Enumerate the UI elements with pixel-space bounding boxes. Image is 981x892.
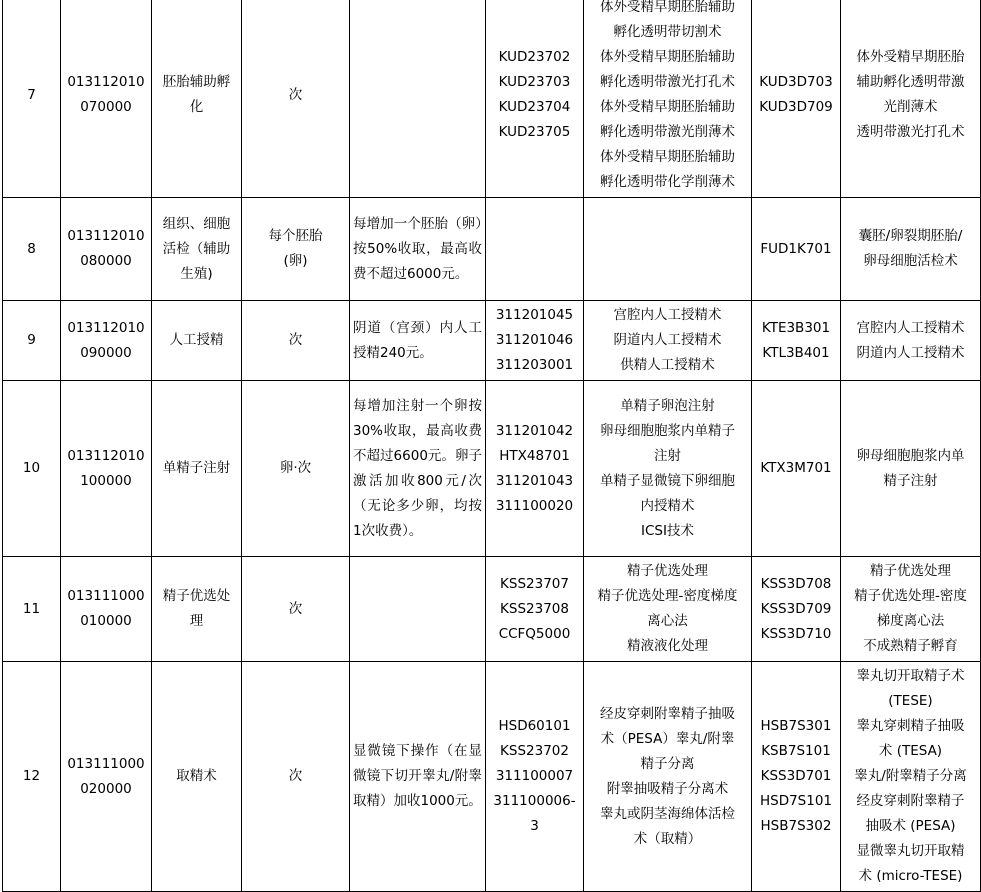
pricing-unit-cell bbox=[242, 0, 350, 198]
item-code-line: 070000 bbox=[80, 99, 132, 115]
pricing-unit-cell bbox=[242, 381, 350, 557]
item-name-cell bbox=[152, 557, 242, 662]
new-code-cell bbox=[752, 0, 841, 198]
item-name-line: 化 bbox=[189, 99, 204, 115]
pricing-unit-text: 次 bbox=[288, 600, 303, 617]
new-name-cell bbox=[841, 557, 981, 662]
pricing-note-cell bbox=[350, 381, 486, 557]
old-name-line: 单精子显微镜下卵细胞 bbox=[600, 472, 735, 489]
new-name-line: 睾丸切开取精子术 bbox=[856, 668, 965, 684]
new-code-line: FUD1K701 bbox=[760, 240, 832, 257]
pricing-unit-text: 次 bbox=[288, 86, 303, 103]
item-code-line: 020000 bbox=[80, 780, 132, 797]
old-name-cell bbox=[584, 557, 752, 662]
pricing-unit-text: 次 bbox=[288, 332, 303, 348]
new-code-cell bbox=[752, 557, 841, 662]
new-name-line: 阴道内人工授精术 bbox=[856, 344, 965, 361]
old-name-cell bbox=[584, 662, 752, 892]
old-name-line: ICSI技术 bbox=[641, 522, 694, 539]
item-name-cell bbox=[152, 662, 242, 892]
new-name-cell bbox=[841, 198, 981, 301]
old-name-line: 精液液化处理 bbox=[627, 638, 708, 654]
pricing-note-text: 每增加一个胚胎（卵）按50%收取，最高收费不超过6000元。 bbox=[353, 215, 482, 282]
item-code-cell bbox=[61, 381, 152, 557]
old-code-line: 311100007 bbox=[495, 768, 574, 784]
old-code-line: 311201045 bbox=[495, 307, 574, 323]
item-code-cell bbox=[61, 662, 152, 892]
item-code-cell bbox=[61, 557, 152, 662]
item-code-line: 013111000 bbox=[67, 755, 145, 772]
pricing-unit-text: 次 bbox=[288, 768, 303, 784]
old-name-line: 孵化透明带切割术 bbox=[613, 24, 722, 40]
item-name-cell bbox=[152, 0, 242, 198]
pricing-note-cell bbox=[350, 301, 486, 381]
new-name-line: 术 (TESA) bbox=[878, 743, 943, 759]
pricing-note-cell bbox=[350, 557, 486, 662]
old-name-line: 经皮穿刺附睾精子抽吸 bbox=[600, 705, 735, 722]
table-row bbox=[3, 0, 981, 198]
item-code-line: 080000 bbox=[80, 253, 132, 269]
new-name-cell bbox=[841, 301, 981, 381]
new-code-line: HSB7S301 bbox=[760, 718, 832, 734]
old-code-line: HSD60101 bbox=[498, 718, 571, 734]
item-code-line: 010000 bbox=[80, 613, 132, 629]
new-name-line: 体外受精早期胚胎 bbox=[856, 49, 965, 65]
old-name-line: 精子分离 bbox=[640, 755, 695, 772]
item-name-line: 取精术 bbox=[176, 768, 217, 784]
new-name-line: 精子优选处理 bbox=[870, 563, 951, 579]
new-code-line: KSS3D709 bbox=[760, 600, 832, 617]
old-name-line: 孵化透明带激光削薄术 bbox=[600, 124, 735, 140]
item-code-cell bbox=[61, 0, 152, 198]
old-code-cell bbox=[486, 381, 584, 557]
new-code-line: KTX3M701 bbox=[760, 460, 832, 476]
new-name-line: 卵母细胞活检术 bbox=[863, 253, 958, 269]
old-name-line: 精子优选处理-密度梯度 bbox=[597, 588, 738, 604]
pricing-note-cell bbox=[350, 662, 486, 892]
old-name-line: 附睾抽吸精子分离术 bbox=[606, 780, 729, 797]
old-code-line: HTX48701 bbox=[499, 447, 570, 464]
old-name-line: 卵母细胞胞浆内单精子 bbox=[600, 422, 735, 439]
old-name-cell bbox=[584, 301, 752, 381]
old-name-cell bbox=[584, 0, 752, 198]
new-name-line: (TESE) bbox=[888, 693, 933, 709]
old-code-line: KUD23704 bbox=[498, 99, 571, 115]
new-name-line: 梯度离心法 bbox=[876, 613, 945, 629]
item-code-line: 013112010 bbox=[67, 74, 145, 90]
old-name-line: 体外受精早期胚胎辅助 bbox=[600, 49, 735, 65]
item-code-line: 100000 bbox=[80, 472, 132, 489]
old-code-line: 311203001 bbox=[495, 357, 574, 373]
new-name-line: 囊胚/卵裂期胚胎/ bbox=[858, 228, 963, 244]
table-row bbox=[3, 557, 981, 662]
item-code-line: 013112010 bbox=[67, 319, 145, 336]
old-name-line: 术（取精） bbox=[633, 830, 702, 847]
new-name-cell bbox=[841, 0, 981, 198]
item-name-cell bbox=[152, 301, 242, 381]
new-name-line: 抽吸术 (PESA) bbox=[865, 818, 956, 834]
pricing-note-text: 每增加注射一个卵按30%收取，最高收费不超过6600元。卵子激活加收800元/次（无论多少卵，均按1次收费）。 bbox=[353, 397, 482, 539]
item-name-line: 生殖) bbox=[180, 265, 213, 282]
new-code-line: KTE3B301 bbox=[761, 319, 831, 336]
old-name-line: 体外受精早期胚胎辅助 bbox=[600, 0, 735, 15]
old-name-line: 精子优选处理 bbox=[627, 563, 708, 579]
old-name-line: 体外受精早期胚胎辅助 bbox=[600, 149, 735, 165]
old-code-line: KSS23702 bbox=[500, 743, 569, 759]
row-number-text: 12 bbox=[22, 768, 41, 784]
old-code-line: 311201042 bbox=[495, 422, 574, 439]
table-row bbox=[3, 301, 981, 381]
pricing-unit-line: 每个胚胎 bbox=[268, 228, 323, 244]
row-number-text: 11 bbox=[22, 600, 41, 617]
row-number-text: 8 bbox=[27, 240, 36, 257]
item-code-line: 013112010 bbox=[67, 447, 145, 464]
new-code-cell bbox=[752, 381, 841, 557]
old-code-line: KUD23703 bbox=[498, 74, 571, 90]
new-code-cell bbox=[752, 198, 841, 301]
old-code-line: 3 bbox=[530, 818, 539, 834]
item-name-line: 理 bbox=[189, 613, 204, 629]
new-code-cell bbox=[752, 301, 841, 381]
new-code-line: KUD3D709 bbox=[759, 99, 833, 115]
old-name-line: 内授精术 bbox=[640, 497, 695, 514]
item-name-line: 组织、细胞 bbox=[162, 215, 231, 232]
new-name-line: 宫腔内人工授精术 bbox=[856, 319, 965, 336]
new-name-line: 睾丸/附睾精子分离 bbox=[854, 768, 967, 784]
row-number-cell bbox=[3, 381, 61, 557]
pricing-unit-cell bbox=[242, 198, 350, 301]
pricing-unit-text: 卵·次 bbox=[279, 460, 312, 476]
item-name-line: 胚胎辅助孵 bbox=[162, 74, 231, 90]
item-name-cell bbox=[152, 381, 242, 557]
item-code-line: 013112010 bbox=[67, 228, 145, 244]
old-name-line: 宫腔内人工授精术 bbox=[613, 307, 722, 323]
old-name-line: 孵化透明带激光打孔术 bbox=[600, 74, 735, 90]
old-code-line: 311100006- bbox=[493, 793, 576, 809]
item-name-line: 活检（辅助 bbox=[162, 240, 231, 257]
table-row bbox=[3, 662, 981, 892]
old-name-line: 术（PESA）睾丸/附睾 bbox=[600, 730, 735, 747]
pricing-note-text: 阴道（宫颈）内人工授精240元。 bbox=[353, 319, 482, 361]
old-name-cell bbox=[584, 381, 752, 557]
old-name-line: 孵化透明带化学削薄术 bbox=[600, 174, 735, 190]
new-code-line: KUD3D703 bbox=[759, 74, 833, 90]
new-code-line: KTL3B401 bbox=[762, 344, 830, 361]
old-code-cell bbox=[486, 198, 584, 301]
table-row bbox=[3, 381, 981, 557]
old-code-line: 311100020 bbox=[495, 497, 574, 514]
old-name-line: 离心法 bbox=[647, 613, 688, 629]
new-code-line: HSD7S101 bbox=[759, 793, 833, 809]
pricing-unit-line: (卵) bbox=[283, 253, 308, 269]
old-code-line: 311201046 bbox=[495, 332, 574, 348]
new-name-line: 辅助孵化透明带激 bbox=[856, 74, 965, 90]
item-name-line: 人工授精 bbox=[169, 332, 224, 348]
old-code-line: KSS23708 bbox=[500, 600, 569, 617]
new-code-line: KSB7S101 bbox=[761, 743, 831, 759]
pricing-note-cell bbox=[350, 0, 486, 198]
row-number-text: 10 bbox=[22, 460, 41, 476]
item-code-line: 013111000 bbox=[67, 588, 145, 604]
old-name-line: 供精人工授精术 bbox=[620, 357, 715, 373]
old-name-line: 睾丸或阴茎海绵体活检 bbox=[600, 805, 735, 822]
item-code-line: 090000 bbox=[80, 344, 132, 361]
new-name-line: 精子注射 bbox=[883, 472, 938, 489]
row-number-cell bbox=[3, 198, 61, 301]
row-number-text: 7 bbox=[27, 86, 36, 103]
item-code-cell bbox=[61, 301, 152, 381]
pricing-unit-cell bbox=[242, 301, 350, 381]
item-name-cell bbox=[152, 198, 242, 301]
new-name-line: 术 (micro-TESE) bbox=[858, 868, 963, 884]
row-number-cell bbox=[3, 662, 61, 892]
old-code-line: CCFQ5000 bbox=[498, 625, 571, 642]
new-code-line: KSS3D701 bbox=[760, 768, 832, 784]
table-row bbox=[3, 198, 981, 301]
old-code-cell bbox=[486, 301, 584, 381]
item-name-line: 精子优选处 bbox=[162, 588, 231, 604]
pricing-unit-cell bbox=[242, 662, 350, 892]
old-code-line: KSS23707 bbox=[500, 575, 569, 592]
row-number-text: 9 bbox=[27, 332, 36, 348]
old-code-cell bbox=[486, 0, 584, 198]
old-code-line: KUD23702 bbox=[498, 49, 571, 65]
old-code-line: 311201043 bbox=[495, 472, 574, 489]
pricing-unit-cell bbox=[242, 557, 350, 662]
old-name-line: 阴道内人工授精术 bbox=[613, 332, 722, 348]
new-name-line: 卵母细胞胞浆内单 bbox=[856, 447, 965, 464]
pricing-table bbox=[2, 0, 981, 892]
new-name-line: 显微睾丸切开取精 bbox=[856, 843, 965, 859]
pricing-note-cell bbox=[350, 198, 486, 301]
new-code-cell bbox=[752, 662, 841, 892]
new-name-cell bbox=[841, 662, 981, 892]
new-code-line: HSB7S302 bbox=[760, 818, 832, 834]
row-number-cell bbox=[3, 557, 61, 662]
new-name-line: 睾丸穿刺精子抽吸 bbox=[856, 718, 965, 734]
old-name-line: 单精子卵泡注射 bbox=[620, 397, 715, 414]
row-number-cell bbox=[3, 0, 61, 198]
new-code-line: KSS3D710 bbox=[760, 625, 832, 642]
old-name-line: 注射 bbox=[654, 447, 681, 464]
old-name-line: 体外受精早期胚胎辅助 bbox=[600, 99, 735, 115]
new-name-line: 经皮穿刺附睾精子 bbox=[856, 793, 965, 809]
new-code-line: KSS3D708 bbox=[760, 575, 832, 592]
old-code-line: KUD23705 bbox=[498, 124, 571, 140]
pricing-note-text: 显微镜下操作（在显微镜下切开睾丸/附睾取精）加收1000元。 bbox=[353, 743, 482, 809]
old-code-cell bbox=[486, 662, 584, 892]
new-name-cell bbox=[841, 381, 981, 557]
new-name-line: 不成熟精子孵育 bbox=[863, 638, 958, 654]
table-body bbox=[3, 0, 981, 892]
item-code-cell bbox=[61, 198, 152, 301]
old-name-cell bbox=[584, 198, 752, 301]
new-name-line: 光削薄术 bbox=[883, 99, 938, 115]
row-number-cell bbox=[3, 301, 61, 381]
item-name-line: 单精子注射 bbox=[162, 460, 231, 476]
new-name-line: 透明带激光打孔术 bbox=[856, 124, 965, 140]
old-code-cell bbox=[486, 557, 584, 662]
new-name-line: 精子优选处理-密度 bbox=[854, 588, 967, 604]
